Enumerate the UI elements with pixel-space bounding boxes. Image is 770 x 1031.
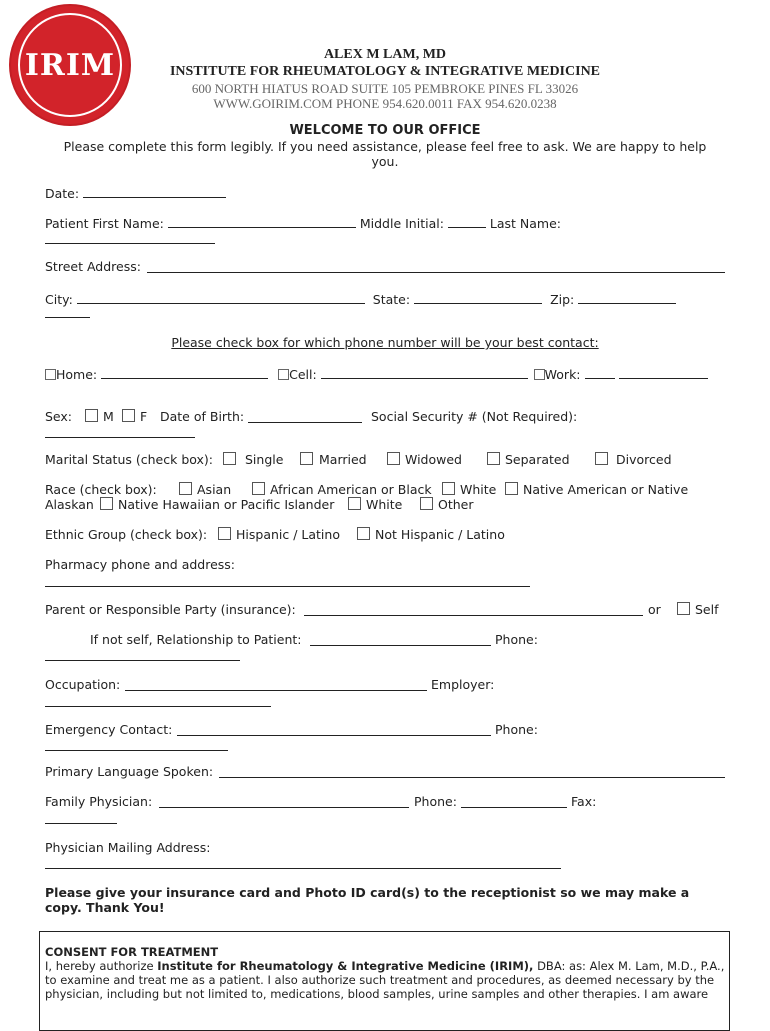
- race-other-checkbox[interactable]: [420, 497, 433, 510]
- relationship-phone-label: Phone:: [495, 632, 538, 647]
- middle-initial-label: Middle Initial:: [359, 216, 444, 231]
- consent-line-2: to examine and treat me as a patient. I also authorize such treatment and procedures, as deemed necessary by the: [45, 973, 715, 987]
- or-label: or: [648, 602, 661, 617]
- first-name-label: Patient First Name:: [45, 216, 164, 231]
- ethnic-hispanic-label: Hispanic / Latino: [236, 527, 340, 542]
- race-white-checkbox[interactable]: [442, 482, 455, 495]
- date-row: [45, 184, 226, 201]
- home-phone-field[interactable]: [101, 365, 268, 379]
- work-checkbox[interactable]: [534, 369, 545, 380]
- state-field[interactable]: [414, 290, 542, 304]
- occupation-field[interactable]: [125, 690, 427, 691]
- race-asian-label: Asian: [197, 482, 232, 497]
- institute-contact: WWW.GOIRIM.COM PHONE 954.620.0011 FAX 954.620.0238: [213, 96, 557, 111]
- cell-checkbox[interactable]: [278, 369, 289, 380]
- first-name-field[interactable]: [168, 214, 356, 228]
- date-field[interactable]: [83, 184, 226, 198]
- physician-fax-label: Fax:: [571, 794, 597, 809]
- emergency-phone-label: Phone:: [495, 722, 538, 737]
- physician-phone-field[interactable]: [461, 807, 567, 808]
- pharmacy-field[interactable]: [45, 586, 530, 587]
- physician-address-label: Physician Mailing Address:: [45, 840, 211, 855]
- dob-field[interactable]: [248, 422, 362, 423]
- sex-f-label: F: [140, 409, 148, 424]
- race-hawaiian-label: Native Hawaiian or Pacific Islander: [118, 497, 335, 512]
- home-label: Home:: [56, 367, 98, 382]
- last-name-field[interactable]: [45, 243, 215, 244]
- phone-row: [45, 365, 708, 382]
- occupation-label: Occupation:: [45, 677, 121, 692]
- ethnic-label: Ethnic Group (check box):: [45, 527, 208, 542]
- race-native-american-label-cont: Alaskan: [45, 497, 94, 512]
- race-asian-checkbox[interactable]: [179, 482, 192, 495]
- employer-field[interactable]: [45, 706, 271, 707]
- logo-text: IRIM: [24, 48, 116, 83]
- date-label: Date:: [45, 186, 80, 201]
- cell-label: Cell:: [289, 367, 317, 382]
- marital-married-checkbox[interactable]: [300, 452, 313, 465]
- middle-initial-field[interactable]: [448, 214, 486, 228]
- street-row: [45, 259, 141, 274]
- consent-line-1-bold: Institute for Rheumatology & Integrative Medicine (IRIM),: [157, 959, 534, 973]
- last-name-label: Last Name:: [489, 216, 561, 231]
- employer-label: Employer:: [431, 677, 495, 692]
- race-label: Race (check box):: [45, 482, 157, 497]
- race-native-american-label: Native American or Native: [523, 482, 689, 497]
- parent-field[interactable]: [304, 615, 643, 616]
- physician-phone-label: Phone:: [414, 794, 457, 809]
- ethnic-not-hispanic-checkbox[interactable]: [357, 527, 370, 540]
- irim-logo: [11, 6, 129, 124]
- marital-divorced-checkbox[interactable]: [595, 452, 608, 465]
- marital-divorced-label: Divorced: [616, 452, 672, 467]
- race-african-label: African American or Black: [270, 482, 432, 497]
- emergency-phone-field[interactable]: [45, 750, 228, 751]
- emergency-field[interactable]: [177, 735, 491, 736]
- city-label: City:: [45, 292, 73, 307]
- institute-name: INSTITUTE FOR RHEUMATOLOGY & INTEGRATIVE MEDICINE: [169, 64, 601, 79]
- marital-separated-label: Separated: [505, 452, 570, 467]
- work-phone-field-a[interactable]: [585, 365, 615, 379]
- institute-address: 600 NORTH HIATUS ROAD SUITE 105 PEMBROKE PINES FL 33026: [191, 81, 579, 96]
- marital-single-label: Single: [245, 452, 284, 467]
- zip-field-continued[interactable]: [45, 317, 90, 318]
- physician-fax-field[interactable]: [45, 823, 117, 824]
- name-row: [45, 214, 561, 231]
- pharmacy-label: Pharmacy phone and address:: [45, 557, 236, 572]
- relationship-phone-field[interactable]: [45, 660, 240, 661]
- work-label: Work:: [544, 367, 581, 382]
- sex-m-checkbox[interactable]: [85, 409, 98, 422]
- sex-label: Sex:: [45, 409, 73, 424]
- cell-phone-field[interactable]: [321, 365, 528, 379]
- work-phone-field-b[interactable]: [619, 365, 708, 379]
- ethnic-hispanic-checkbox[interactable]: [218, 527, 231, 540]
- relationship-field[interactable]: [310, 645, 491, 646]
- city-row: [45, 290, 676, 307]
- parent-label: Parent or Responsible Party (insurance):: [45, 602, 296, 617]
- physician-address-field[interactable]: [45, 868, 561, 869]
- phone-instruction: Please check box for which phone number will be your best contact:: [171, 335, 599, 350]
- self-checkbox[interactable]: [677, 602, 690, 615]
- marital-separated-checkbox[interactable]: [487, 452, 500, 465]
- race-white2-label: White: [366, 497, 403, 512]
- emergency-label: Emergency Contact:: [45, 722, 173, 737]
- consent-line-1-pre: I, hereby authorize: [45, 959, 158, 973]
- street-label: Street Address:: [45, 259, 141, 274]
- race-native-american-checkbox[interactable]: [505, 482, 518, 495]
- ssn-label: Social Security # (Not Required):: [371, 409, 578, 424]
- ssn-field[interactable]: [45, 437, 195, 438]
- race-white-label: White: [460, 482, 497, 497]
- insurance-note-line-1: Please give your insurance card and Photo ID card(s) to the receptionist so we may make a: [45, 885, 690, 900]
- race-african-checkbox[interactable]: [252, 482, 265, 495]
- zip-field[interactable]: [578, 290, 676, 304]
- home-checkbox[interactable]: [45, 369, 56, 380]
- dob-label: Date of Birth:: [160, 409, 245, 424]
- marital-married-label: Married: [319, 452, 367, 467]
- sex-f-checkbox[interactable]: [122, 409, 135, 422]
- consent-line-1-post: DBA: as: Alex M. Lam, M.D., P.A.,: [533, 959, 725, 973]
- marital-label: Marital Status (check box):: [45, 452, 213, 467]
- marital-single-checkbox[interactable]: [223, 452, 236, 465]
- family-physician-field[interactable]: [159, 807, 409, 808]
- intro-line-2: you.: [371, 154, 399, 169]
- state-label: State:: [372, 292, 411, 307]
- zip-label: Zip:: [550, 292, 575, 307]
- language-field[interactable]: [219, 777, 725, 778]
- self-label: Self: [695, 602, 719, 617]
- relationship-label: If not self, Relationship to Patient:: [90, 632, 302, 647]
- consent-line-3: physician, including but not limited to, medications, blood samples, urine samples and other therapies. I am aware: [45, 987, 709, 1001]
- sex-m-label: M: [103, 409, 114, 424]
- doctor-name: ALEX M LAM, MD: [323, 47, 447, 62]
- language-label: Primary Language Spoken:: [45, 764, 214, 779]
- marital-widowed-checkbox[interactable]: [387, 452, 400, 465]
- ethnic-not-hispanic-label: Not Hispanic / Latino: [375, 527, 505, 542]
- street-field[interactable]: [147, 272, 725, 273]
- intro-line-1: Please complete this form legibly. If you need assistance, please feel free to ask. We are happy to help: [63, 139, 707, 154]
- consent-line-1: [45, 959, 724, 973]
- race-white2-checkbox[interactable]: [348, 497, 361, 510]
- consent-title: CONSENT FOR TREATMENT: [45, 945, 219, 959]
- welcome-title: WELCOME TO OUR OFFICE: [289, 123, 481, 138]
- city-field[interactable]: [77, 290, 365, 304]
- marital-widowed-label: Widowed: [405, 452, 462, 467]
- insurance-note-line-2: copy. Thank You!: [45, 900, 165, 915]
- race-hawaiian-checkbox[interactable]: [100, 497, 113, 510]
- family-physician-label: Family Physician:: [45, 794, 153, 809]
- race-other-label: Other: [438, 497, 474, 512]
